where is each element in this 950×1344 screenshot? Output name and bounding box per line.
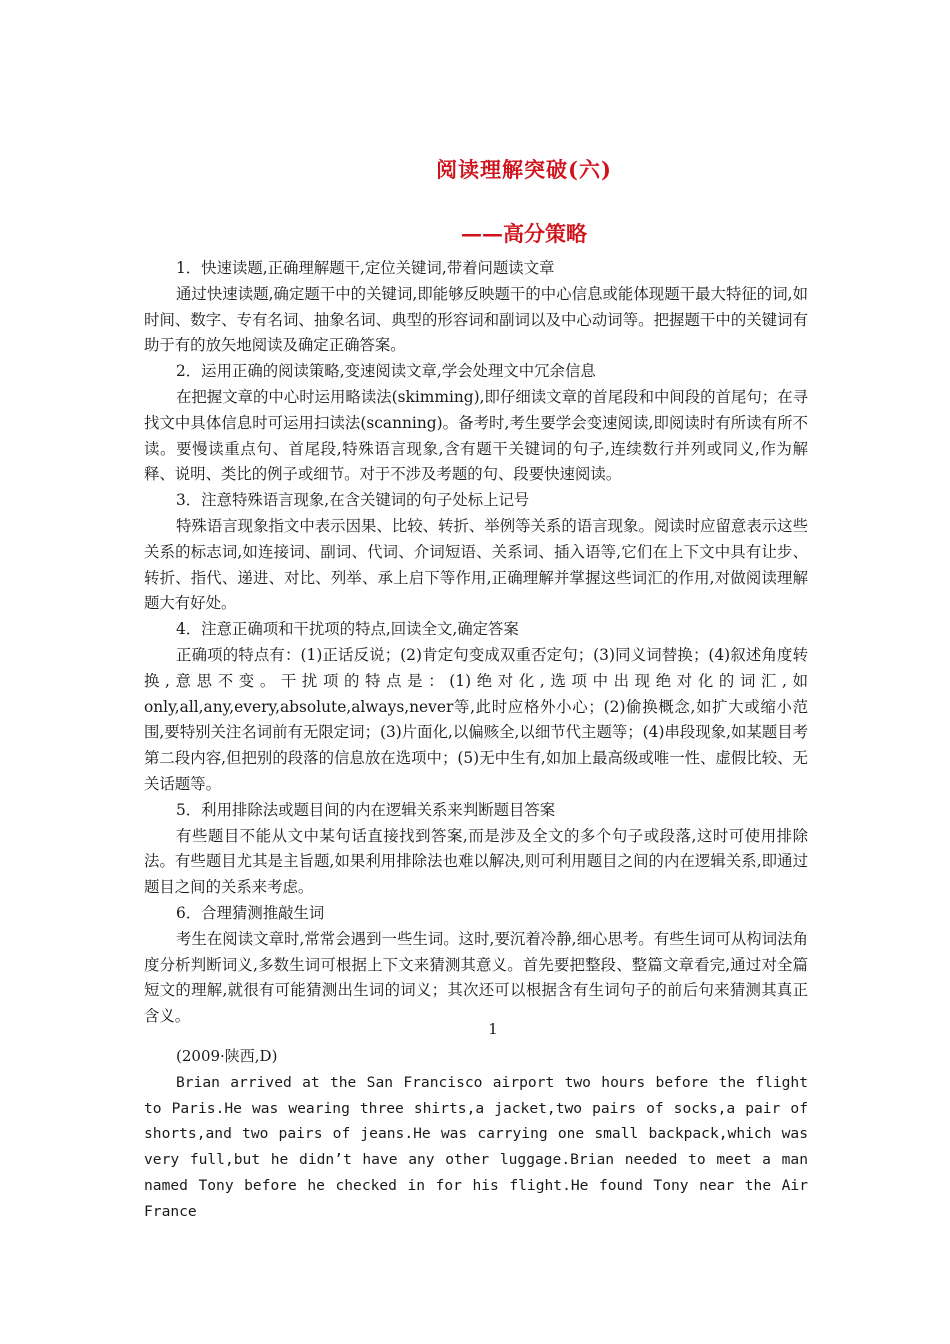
passage-text: Brian arrived at the San Francisco airport two hours before the flight to Paris.He was wearing three shirts,a jacket,two pairs of socks,a pair of shorts,and two pairs of jeans.He was carrying one small backpack,which was very full,but he didn’t have any other luggage.Brian needed to meet a man named Tony before he checked in for his flight.He found Tony near the Air France bbox=[144, 1073, 808, 1220]
section-body: 通过快速读题,确定题干中的关键词,即能够反映题干的中心信息或能体现题干最大特征的词,如时间、数字、专有名词、抽象名词、典型的形容词和副词以及中心动词等。把握题干中的关键词有助于有的放矢地阅读及确定正确答案。 bbox=[144, 284, 808, 355]
section-heading: 1．快速读题,正确理解题干,定位关键词,带着问题读文章 bbox=[176, 259, 555, 277]
section-heading: 3．注意特殊语言现象,在含关键词的句子处标上记号 bbox=[176, 491, 530, 510]
section-heading: 4．注意正确项和干扰项的特点,回读全文,确定答案 bbox=[176, 620, 519, 639]
section-body: 正确项的特点有：(1)正话反说；(2)肯定句变成双重否定句；(3)同义词替换；(4)叙述角度转换,意思不变。干扰项的特点是：(1)绝对化,选项中出现绝对化的词汇,如only,all,any,every,absolute,always,never等,此时应格外小心；(2)偷换概念,如扩大或缩小范围,要特别关注名词前有无限定词；(3)片面化,以偏赅全,以细节代主题等；(4)串段现象,如某题目考第二段内容,但把别的段落的信息放在选项中；(5)无中生有,如加上最高级或唯一性、虚假比较、无关话题等。 bbox=[144, 645, 808, 793]
section-heading: 2．运用正确的阅读策略,变速阅读文章,学会处理文中冗余信息 bbox=[176, 362, 596, 381]
page-number: 1 bbox=[488, 1020, 498, 1038]
section-body: 考生在阅读文章时,常常会遇到一些生词。这时,要沉着冷静,细心思考。有些生词可从构词法角度分析判断词义,多数生词可根据上下文来猜测其意义。首先要把整段、整篇文章看完,通过对全篇短文的理解,就很有可能猜测出生词的词义；其次还可以根据含有生词句子的前后句来猜测其真正含义。 bbox=[144, 929, 808, 1026]
strategy-sections bbox=[144, 256, 808, 1030]
section-body: 有些题目不能从文中某句话直接找到答案,而是涉及全文的多个句子或段落,这时可使用排除法。有些题目尤其是主旨题,如果利用排除法也难以解决,则可利用题目之间的内在逻辑关系,即通过题目之间的关系来考虑。 bbox=[144, 826, 808, 897]
section-heading: 5．利用排除法或题目间的内在逻辑关系来判断题目答案 bbox=[176, 800, 556, 819]
page-subtitle: ——高分策略 bbox=[461, 221, 587, 246]
passage-source: (2009·陕西,D) bbox=[176, 1047, 278, 1065]
page-title: 阅读理解突破(六) bbox=[436, 157, 612, 182]
section-body: 特殊语言现象指文中表示因果、比较、转折、举例等关系的语言现象。阅读时应留意表示这些关系的标志词,如连接词、副词、代词、介词短语、关系词、插入语等,它们在上下文中具有让步、转折、指代、递进、对比、列举、承上启下等作用,正确理解并掌握这些词汇的作用,对做阅读理解题大有好处。 bbox=[144, 516, 808, 613]
reading-passage bbox=[144, 1044, 808, 1225]
section-heading: 6．合理猜测推敲生词 bbox=[176, 903, 325, 922]
section-body: 在把握文章的中心时运用略读法(skimming),即仔细读文章的首尾段和中间段的首尾句；在寻找文中具体信息时可运用扫读法(scanning)。备考时,考生要学会变速阅读,即阅读时有所读有所不读。要慢读重点句、首尾段,特殊语言现象,含有题干关键词的句子,连续数行并列或同义,作为解释、说明、类比的例子或细节。对于不涉及考题的句、段要快速阅读。 bbox=[144, 387, 808, 484]
